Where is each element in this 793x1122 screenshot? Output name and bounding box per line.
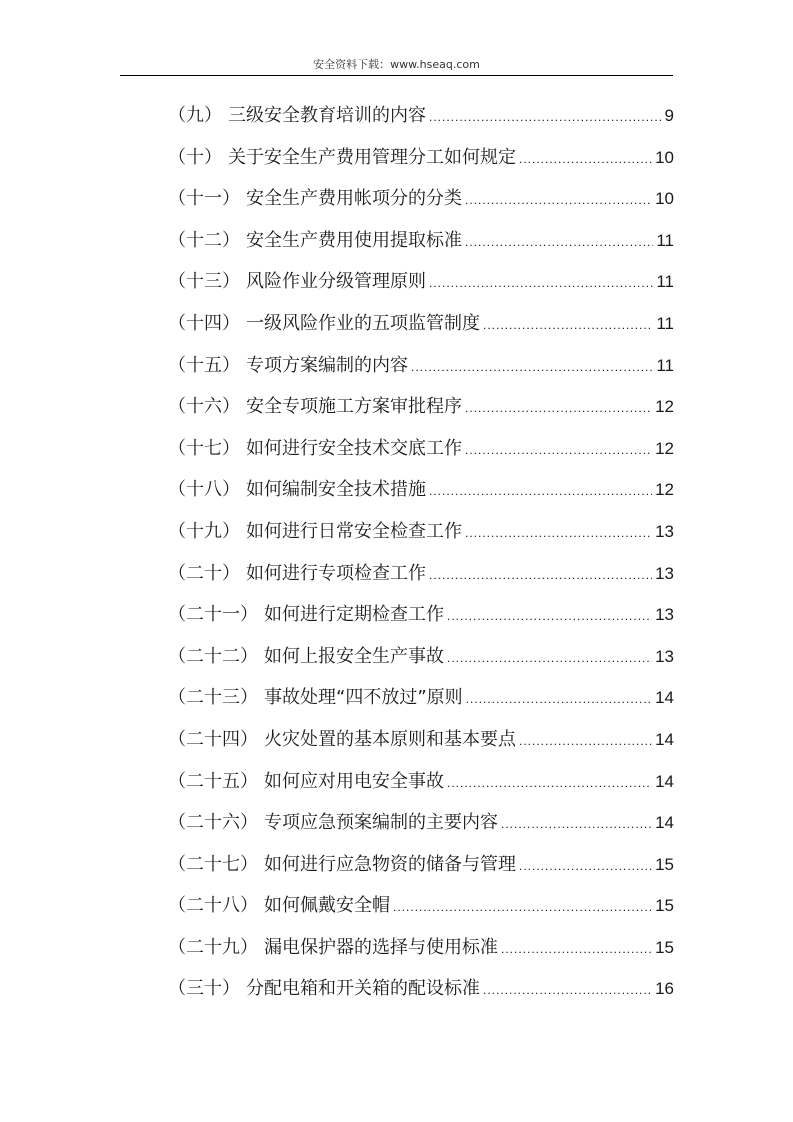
toc-entry-number: （二十七）	[168, 853, 258, 875]
toc-entry[interactable]	[168, 433, 674, 475]
toc-entry-title: 分配电箱和开关箱的配设标准	[246, 978, 480, 1000]
toc-dot-leader	[483, 309, 653, 341]
toc-entry-title: 安全专项施工方案审批程序	[246, 396, 462, 418]
toc-entry-number: （二十六）	[168, 812, 258, 834]
toc-entry-number: （十六）	[168, 396, 240, 418]
toc-entry-title: 一级风险作业的五项监管制度	[246, 312, 480, 334]
toc-entry-title: 安全生产费用帐项分的分类	[246, 188, 462, 210]
toc-dot-leader	[465, 184, 652, 216]
toc-dot-leader	[429, 267, 653, 299]
toc-entry[interactable]	[168, 266, 674, 308]
toc-entry[interactable]	[168, 682, 674, 724]
toc-entry[interactable]	[168, 849, 674, 891]
toc-entry-title: 专项方案编制的内容	[246, 354, 408, 376]
toc-entry-page: 12	[655, 397, 674, 417]
toc-entry[interactable]	[168, 183, 674, 225]
toc-entry-number: （二十五）	[168, 770, 258, 792]
toc-entry-number: （十四）	[168, 312, 240, 334]
toc-dot-leader	[411, 351, 653, 383]
toc-entry[interactable]	[168, 558, 674, 600]
toc-entry-title: 如何进行应急物资的储备与管理	[264, 853, 516, 875]
toc-entry-title: 如何进行专项检查工作	[246, 562, 426, 584]
toc-entry-number: （二十九）	[168, 936, 258, 958]
toc-dot-leader	[483, 974, 652, 1006]
toc-entry-title: 事故处理“四不放过”原则	[264, 687, 463, 709]
toc-entry[interactable]	[168, 973, 674, 1015]
toc-entry[interactable]	[168, 599, 674, 641]
toc-entry-title: 专项应急预案编制的主要内容	[264, 812, 498, 834]
toc-entry-page: 13	[655, 521, 674, 541]
toc-entry-page: 11	[656, 355, 674, 375]
table-of-contents	[168, 100, 674, 1015]
toc-dot-leader	[466, 683, 652, 715]
toc-entry-page: 14	[655, 771, 674, 791]
toc-entry-number: （二十四）	[168, 728, 258, 750]
toc-dot-leader	[501, 933, 652, 965]
toc-entry-title: 如何佩戴安全帽	[264, 895, 390, 917]
toc-entry[interactable]	[168, 100, 674, 142]
toc-entry[interactable]	[168, 474, 674, 516]
toc-entry-title: 如何上报安全生产事故	[264, 645, 444, 667]
toc-entry[interactable]	[168, 516, 674, 558]
toc-entry-number: （二十一）	[168, 604, 258, 626]
toc-entry-page: 11	[656, 272, 674, 292]
toc-entry-number: （三十）	[168, 978, 240, 1000]
toc-entry[interactable]	[168, 890, 674, 932]
toc-entry-title: 三级安全教育培训的内容	[228, 105, 426, 126]
toc-entry-number: （十二）	[168, 229, 240, 251]
toc-dot-leader	[465, 517, 652, 549]
toc-dot-leader	[429, 101, 662, 133]
toc-entry-page: 13	[655, 646, 674, 666]
toc-dot-leader	[519, 725, 652, 757]
toc-entry-number: （十一）	[168, 188, 240, 210]
toc-entry-page: 12	[655, 480, 674, 500]
toc-entry-title: 安全生产费用使用提取标准	[246, 229, 462, 251]
toc-entry-number: （二十二）	[168, 645, 258, 667]
header-rule	[120, 75, 673, 76]
toc-entry-number: （十三）	[168, 271, 240, 293]
toc-entry-page: 15	[655, 854, 674, 874]
toc-dot-leader	[429, 559, 652, 591]
toc-dot-leader	[519, 143, 652, 175]
toc-entry[interactable]	[168, 225, 674, 267]
toc-entry-number: （十七）	[168, 437, 240, 459]
toc-entry[interactable]	[168, 391, 674, 433]
toc-entry-number: （十五）	[168, 354, 240, 376]
toc-entry-title: 火灾处置的基本原则和基本要点	[264, 728, 516, 750]
toc-entry-page: 10	[655, 189, 674, 209]
toc-dot-leader	[429, 475, 652, 507]
toc-entry-page: 15	[655, 896, 674, 916]
toc-entry-page: 11	[656, 230, 674, 250]
toc-entry-number: （十八）	[168, 479, 240, 501]
toc-entry-page: 10	[655, 147, 674, 167]
toc-entry-number: （九）	[168, 105, 222, 126]
toc-entry-page: 13	[655, 563, 674, 583]
toc-entry[interactable]	[168, 142, 674, 184]
toc-entry-page: 9	[664, 106, 674, 125]
toc-entry-number: （二十八）	[168, 895, 258, 917]
toc-entry-page: 16	[655, 979, 674, 999]
toc-entry-title: 如何进行安全技术交底工作	[246, 437, 462, 459]
toc-entry-page: 14	[655, 813, 674, 833]
toc-entry[interactable]	[168, 308, 674, 350]
toc-entry-page: 11	[656, 313, 674, 333]
toc-entry-number: （十九）	[168, 520, 240, 542]
toc-entry-page: 15	[655, 937, 674, 957]
toc-entry[interactable]	[168, 807, 674, 849]
toc-dot-leader	[465, 392, 652, 424]
toc-dot-leader	[465, 434, 652, 466]
toc-dot-leader	[519, 850, 652, 882]
toc-entry[interactable]	[168, 724, 674, 766]
toc-dot-leader	[393, 891, 652, 923]
toc-entry-page: 14	[655, 729, 674, 749]
toc-entry-number: （二十）	[168, 562, 240, 584]
toc-entry-title: 如何编制安全技术措施	[246, 479, 426, 501]
toc-entry-title: 风险作业分级管理原则	[246, 271, 426, 293]
toc-entry[interactable]	[168, 350, 674, 392]
toc-dot-leader	[447, 642, 652, 674]
toc-entry-page: 13	[655, 605, 674, 625]
toc-entry-title: 漏电保护器的选择与使用标准	[264, 936, 498, 958]
toc-entry[interactable]	[168, 932, 674, 974]
toc-entry[interactable]	[168, 766, 674, 808]
toc-entry-title: 关于安全生产费用管理分工如何规定	[228, 146, 516, 168]
toc-entry-number: （二十三）	[168, 687, 258, 709]
page-header: 安全资料下载：www.hseaq.com	[313, 58, 480, 71]
toc-entry-title: 如何应对用电安全事故	[264, 770, 444, 792]
toc-entry-number: （十）	[168, 146, 222, 168]
toc-dot-leader	[465, 226, 653, 258]
toc-dot-leader	[501, 808, 652, 840]
toc-entry-page: 12	[655, 438, 674, 458]
toc-entry-page: 14	[655, 688, 674, 708]
toc-dot-leader	[447, 767, 652, 799]
toc-entry-title: 如何进行定期检查工作	[264, 604, 444, 626]
toc-dot-leader	[447, 600, 652, 632]
toc-entry-title: 如何进行日常安全检查工作	[246, 520, 462, 542]
toc-entry[interactable]	[168, 641, 674, 683]
